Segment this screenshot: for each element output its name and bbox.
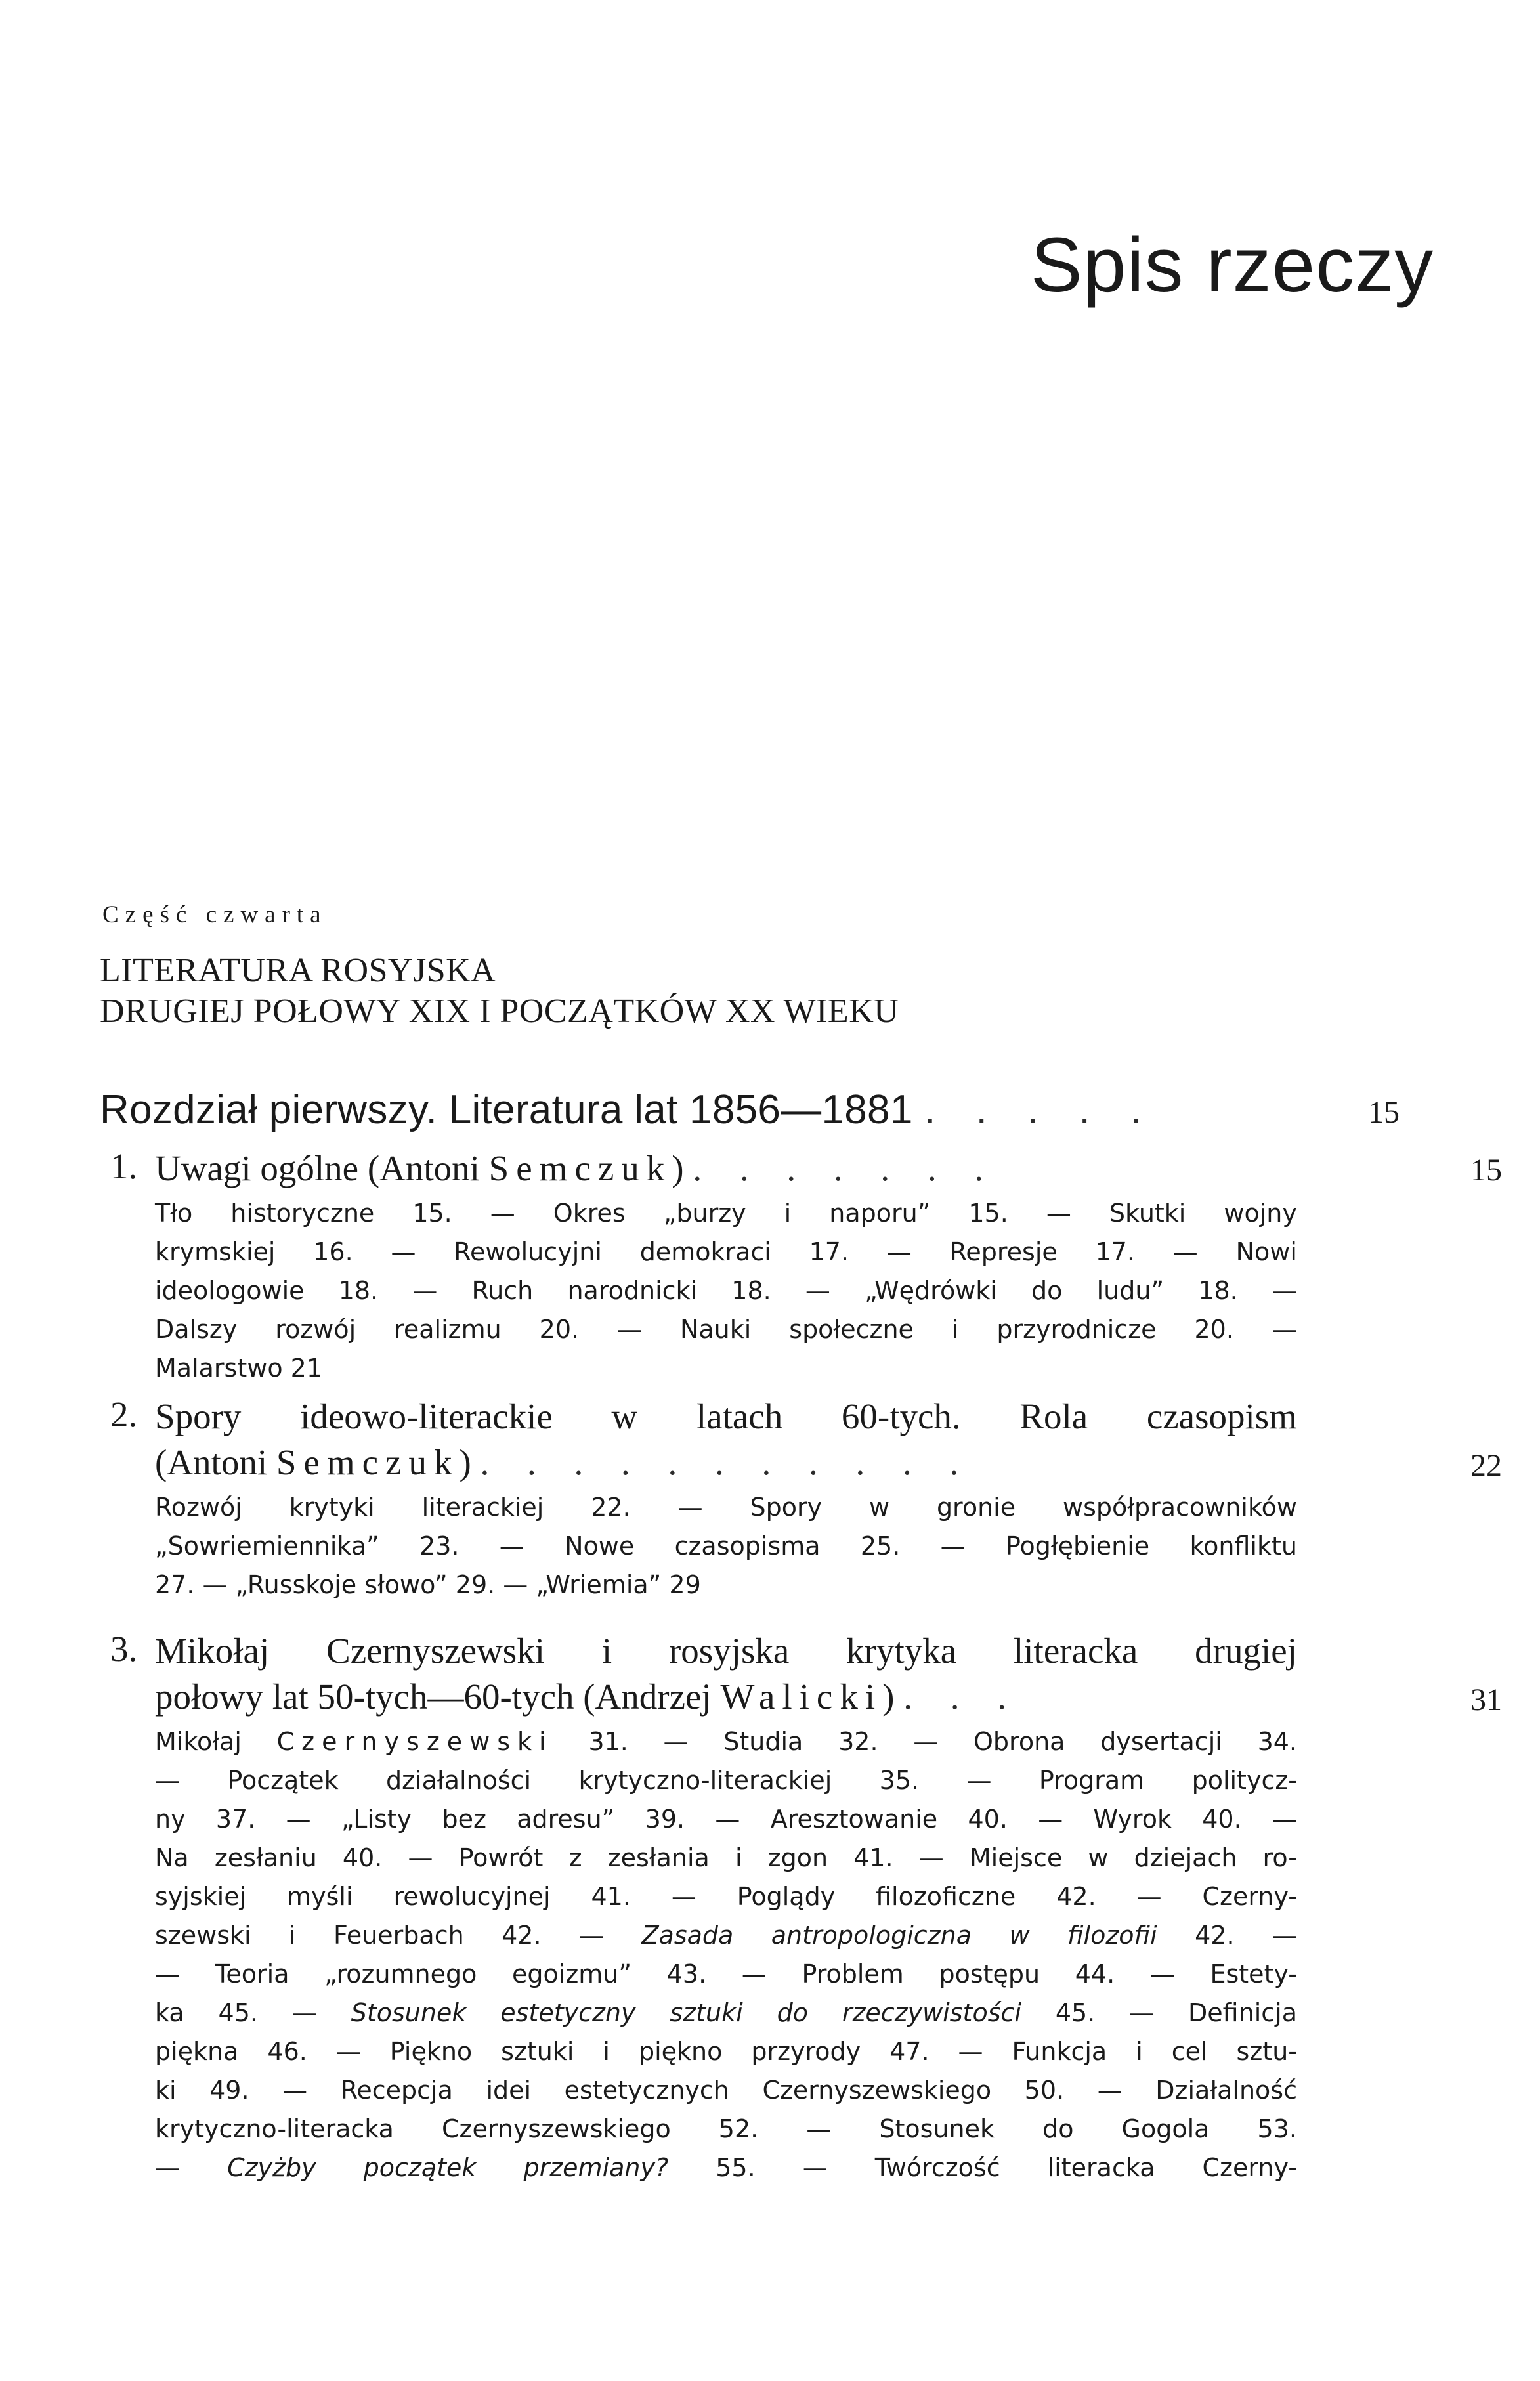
details-word: 18. — [338, 1276, 379, 1305]
details-line — [155, 1349, 1297, 1388]
details-word: demokraci — [639, 1237, 771, 1266]
details-line: — Początek działalności krytyczno-literackiej 35. — Program politycz- — [155, 1766, 1297, 1795]
section-page-number: 15 — [1470, 1153, 1502, 1188]
details-word: 17. — [809, 1237, 849, 1266]
title-word: Mikołaj — [155, 1631, 270, 1671]
details-word: konfliktu — [1189, 1532, 1297, 1560]
details-word: literackiej — [421, 1493, 544, 1522]
chapter-page-number: 15 — [1368, 1095, 1400, 1130]
details-word: 18. — [1198, 1276, 1238, 1305]
title-word: rosyjska — [668, 1631, 790, 1671]
title-word: Spory — [155, 1396, 242, 1436]
section-title: Uwagi ogólne (Antoni Semczuk) . . . . . . . — [155, 1148, 998, 1188]
title-word: krytyka — [846, 1631, 957, 1671]
details-word: Skutki — [1109, 1199, 1186, 1228]
details-word: Represje — [949, 1237, 1058, 1266]
details-word: naporu” — [829, 1199, 931, 1228]
title-word: 60-tych. — [841, 1396, 961, 1436]
details-word: „Wędrówki — [865, 1276, 997, 1305]
details-word: 18. — [731, 1276, 771, 1305]
details-word: współpracowników — [1063, 1493, 1297, 1522]
section-author: Walicki — [720, 1677, 883, 1717]
section-details — [155, 1488, 1297, 1604]
section-leader-dots: . . . — [903, 1677, 1021, 1717]
details-line: Mikołaj Czernyszewski 31. — Studia 32. — Obrona dysertacji 34. — [155, 1727, 1297, 1756]
details-word: krytyki — [289, 1493, 375, 1522]
details-word: 17. — [1095, 1237, 1135, 1266]
chapter-heading[interactable] — [100, 1086, 1400, 1134]
section-leader-dots: . . . . . . . . . . . — [480, 1442, 973, 1482]
details-word: — — [1172, 1237, 1198, 1266]
details-word: czasopisma — [674, 1532, 821, 1560]
section-details — [155, 1723, 1297, 2187]
details-word: Pogłębienie — [1005, 1532, 1150, 1560]
section-author: Semczuk — [276, 1442, 460, 1482]
details-word: 15. — [412, 1199, 452, 1228]
toc-section-1[interactable] — [110, 1146, 1502, 1388]
details-line — [155, 1566, 1297, 1604]
details-word: i — [951, 1315, 959, 1344]
section-number: 1. — [110, 1146, 138, 1186]
details-word: społeczne — [789, 1315, 914, 1344]
section-page-number: 22 — [1470, 1448, 1502, 1483]
details-word: Nowe — [565, 1532, 635, 1560]
details-word: 20. — [539, 1315, 580, 1344]
details-line — [155, 1310, 1297, 1349]
details-word: „Sowriemiennika” — [155, 1532, 379, 1560]
section-title-line-1 — [155, 1394, 1297, 1440]
section-number: 3. — [110, 1629, 138, 1669]
details-line — [155, 1233, 1297, 1272]
details-word: 25. — [860, 1532, 901, 1560]
details-word: — — [1272, 1315, 1297, 1344]
details-word: — — [886, 1237, 912, 1266]
details-line: ki 49. — Recepcja idei estetycznych Czernyszewskiego 50. — Działalność — [155, 2076, 1297, 2105]
details-word: 22. — [591, 1493, 631, 1522]
details-word: — — [499, 1532, 524, 1560]
details-word: Malarstwo 21 — [155, 1354, 322, 1383]
details-word: Nauki — [679, 1315, 752, 1344]
section-title-line-1 — [155, 1628, 1297, 1674]
details-word: 27. — „Russkoje słowo” 29. — „Wriemia” 29 — [155, 1570, 701, 1599]
details-word: przyrodnicze — [996, 1315, 1157, 1344]
details-line: syjskiej myśli rewolucyjnej 41. — Poglądy filozoficzne 42. — Czerny- — [155, 1882, 1297, 1911]
title-word: literacka — [1013, 1631, 1138, 1671]
details-word: 16. — [313, 1237, 353, 1266]
part-title-line-2: DRUGIEJ POŁOWY XIX I POCZĄTKÓW XX WIEKU — [100, 993, 899, 1030]
details-word: — — [617, 1315, 643, 1344]
details-word: — — [391, 1237, 416, 1266]
toc-section-2[interactable] — [110, 1394, 1502, 1604]
details-word: Okres — [553, 1199, 626, 1228]
section-page-number: 31 — [1470, 1683, 1502, 1717]
title-word: ideowo-literackie — [300, 1396, 553, 1436]
details-word: Rozwój — [155, 1493, 242, 1522]
toc-section-3[interactable] — [110, 1628, 1502, 2187]
details-line — [155, 1194, 1297, 1233]
details-line — [155, 1527, 1297, 1566]
title-word: w — [611, 1396, 638, 1436]
section-details — [155, 1194, 1297, 1388]
title-word: czasopism — [1146, 1396, 1297, 1436]
title-word: Czernyszewski — [326, 1631, 545, 1671]
chapter-leader-dots: . . . . . — [924, 1087, 1157, 1132]
details-line — [155, 1272, 1297, 1310]
details-word: wojny — [1224, 1199, 1297, 1228]
title-word: Rola — [1019, 1396, 1088, 1436]
details-word: Ruch — [471, 1276, 534, 1305]
section-title-line-2: (Antoni Semczuk) . . . . . . . . . . . — [155, 1442, 973, 1482]
details-word: realizmu — [394, 1315, 502, 1344]
details-word: — — [1272, 1276, 1297, 1305]
section-leader-dots: . . . . . . . — [693, 1148, 998, 1188]
details-line: krytyczno-literacka Czernyszewskiego 52. — Stosunek do Gogola 53. — [155, 2114, 1297, 2143]
details-word: „burzy — [663, 1199, 746, 1228]
details-word: gronie — [936, 1493, 1016, 1522]
details-word: — — [677, 1493, 703, 1522]
part-label: Część czwarta — [102, 901, 328, 928]
details-word: 23. — [419, 1532, 460, 1560]
details-word: narodnicki — [567, 1276, 698, 1305]
details-word: — — [805, 1276, 830, 1305]
title-word: i — [601, 1631, 612, 1671]
details-word: 15. — [968, 1199, 1008, 1228]
details-line: Na zesłaniu 40. — Powrót z zesłania i zgon 41. — Miejsce w dziejach ro- — [155, 1843, 1297, 1872]
title-word: drugiej — [1195, 1631, 1297, 1671]
details-word: — — [490, 1199, 515, 1228]
details-word: krymskiej — [155, 1237, 276, 1266]
details-word: do — [1031, 1276, 1063, 1305]
title-word: latach — [696, 1396, 783, 1436]
part-title-line-1: LITERATURA ROSYJSKA — [100, 952, 496, 989]
details-word: rozwój — [275, 1315, 356, 1344]
details-word: Spory — [750, 1493, 823, 1522]
chapter-title-row — [100, 1086, 1156, 1133]
details-line: ka 45. — Stosunek estetyczny sztuki do rzeczywistości 45. — Definicja — [155, 1998, 1297, 2027]
details-word: ideologowie — [155, 1276, 305, 1305]
details-word: i — [784, 1199, 792, 1228]
part-title — [100, 951, 899, 1032]
details-word: — — [940, 1532, 966, 1560]
details-line: szewski i Feuerbach 42. — Zasada antropologiczna w filozofii 42. — — [155, 1921, 1297, 1950]
details-line: piękna 46. — Piękno sztuki i piękno przyrody 47. — Funkcja i cel sztu- — [155, 2037, 1297, 2066]
details-word: w — [868, 1493, 890, 1522]
details-line: ny 37. — „Listy bez adresu” 39. — Aresztowanie 40. — Wyrok 40. — — [155, 1805, 1297, 1834]
details-word: Dalszy — [155, 1315, 238, 1344]
details-line: — Czyżby początek przemiany? 55. — Twórczość literacka Czerny- — [155, 2153, 1297, 2182]
page-title: Spis rzeczy — [1031, 222, 1434, 309]
section-number: 2. — [110, 1394, 138, 1434]
details-word: ludu” — [1096, 1276, 1165, 1305]
details-word: — — [412, 1276, 438, 1305]
details-word: 20. — [1194, 1315, 1234, 1344]
details-word: Tło — [155, 1199, 193, 1228]
details-word: Rewolucyjni — [454, 1237, 602, 1266]
details-word: Nowi — [1235, 1237, 1297, 1266]
chapter-title: Rozdział pierwszy. Literatura lat 1856—1881 — [100, 1087, 913, 1132]
details-line — [155, 1488, 1297, 1527]
details-word: — — [1046, 1199, 1071, 1228]
section-title-line-2: połowy lat 50-tych—60-tych (Andrzej Walicki) . . . — [155, 1677, 1021, 1717]
details-word: historyczne — [230, 1199, 375, 1228]
section-author: Semczuk — [488, 1148, 672, 1188]
details-line: — Teoria „rozumnego egoizmu” 43. — Problem postępu 44. — Estety- — [155, 1960, 1297, 1988]
